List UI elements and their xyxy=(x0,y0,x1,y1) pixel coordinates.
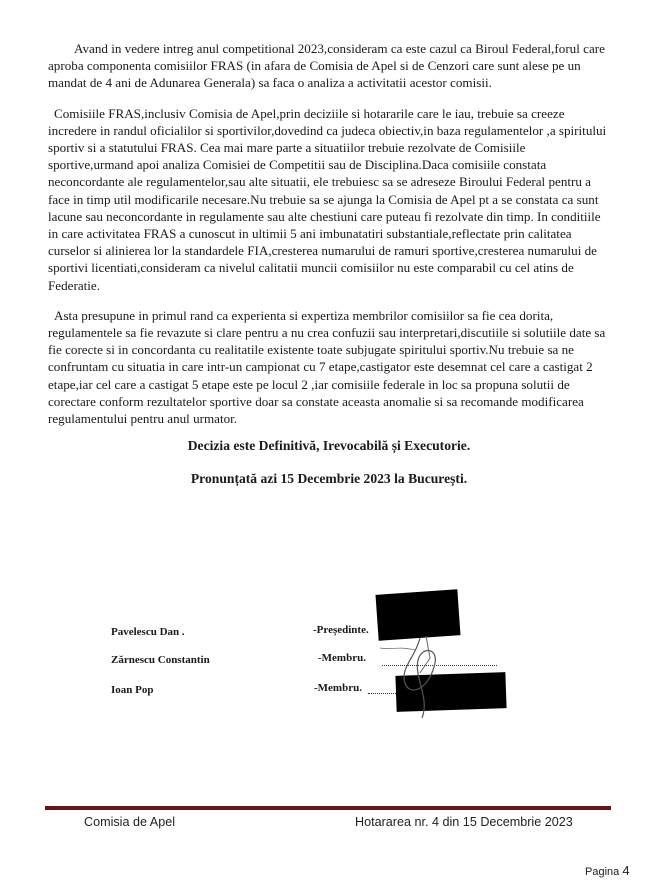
pronouncement-date: Pronunțată azi 15 Decembrie 2023 la București. xyxy=(190,471,468,487)
handwritten-signature-icon xyxy=(360,588,480,728)
page-number-value: 4 xyxy=(622,863,630,878)
page-label: Pagina xyxy=(585,866,620,878)
signatory-name-member-1: Zărnescu Constantin xyxy=(111,654,210,666)
signatory-name-president: Pavelescu Dan . xyxy=(111,626,185,638)
role-member-1: -Membru. xyxy=(318,652,366,664)
signatory-name-member-2: Ioan Pop xyxy=(111,684,154,696)
paragraph-1: Avand in vedere intreg anul competitional 2023,consideram ca este cazul ca Biroul Federal,forul care aproba componenta comisiilor FRAS (in afara de Comisia de Apel si de Cenzori care sunt alese pe un mandat de 4 ani de Adunarea Generala) sa faca o analiza a activitatii acestor comisii. xyxy=(48,41,605,91)
paragraph-3: Asta presupune in primul rand ca experienta si expertiza membrilor comisiilor sa fie cea dorita, regulamentele sa fie revazute si clare pentru a nu crea confuzii sau interpretari,discutiile si solutiile date sa fie corecte si in concordanta cu realitatile existente toate subjugate spiritului sportiv.Nu trebuie sa ne confruntam cu situatia in care intr-un campionat cu 7 etape,castigator este desemnat cel care a castigat 2 etape,iar cel care a castigat 5 etape este pe locul 2 ,iar comisiile federale in loc sa propuna solutii de corectare conform rezultatelor sportive doar sa constate aceasta anomalie si sa recomande modificarea regulamentului pentru anul urmator. xyxy=(48,307,606,427)
signature-block xyxy=(0,588,650,738)
role-member-2: -Membru. xyxy=(314,682,362,694)
page-number xyxy=(585,863,630,878)
document-body xyxy=(48,40,610,488)
role-president: -Președinte. xyxy=(313,624,369,636)
footer-decision-ref: Hotararea nr. 4 din 15 Decembrie 2023 xyxy=(355,815,573,829)
footer-committee: Comisia de Apel xyxy=(84,815,176,829)
footer-rule xyxy=(45,806,611,810)
decision-statement: Decizia este Definitivă, Irevocabilă și Executorie. xyxy=(187,438,471,454)
paragraph-2: Comisiile FRAS,inclusiv Comisia de Apel,prin deciziile si hotararile care le iau, trebuie sa creeze incredere in randul oficialilor si sportivilor,dovedind ca judeca obiectiv,in baza regulamentelor ,a spiritului sportiv si a statutului FRAS. Cea mai mare parte a situatiilor trebuie rezolvate de Comisiile sportive,urmand apoi analiza Comisiei de Competitii sau de Disciplina.Daca comisiile constata neconcordante ale regulamentelor,sau alte situatii, ele trebuiesc sa se adreseze Biroului Federal pentru a face in timp util modificarile necesare.Nu trebuie sa se ajunga la Comisia de Apel pt a se constata ca sunt lacune sau neconcordante in regulamente sau alte chestiuni care puteau fi rezolvate din timp. In conditiile in care activitatea FRAS a cunoscut in ultimii 5 ani imbunatatiri substantiale,reflectate prin calitatea curselor si alinierea lor la standardele FIA,cresterea numarului de ramuri sportive,cresterea numarului de sportivi licentiati,consideram ca nivelul calitatii muncii comisiilor nu este comparabil cu cel atins de Federatie. xyxy=(48,105,607,293)
